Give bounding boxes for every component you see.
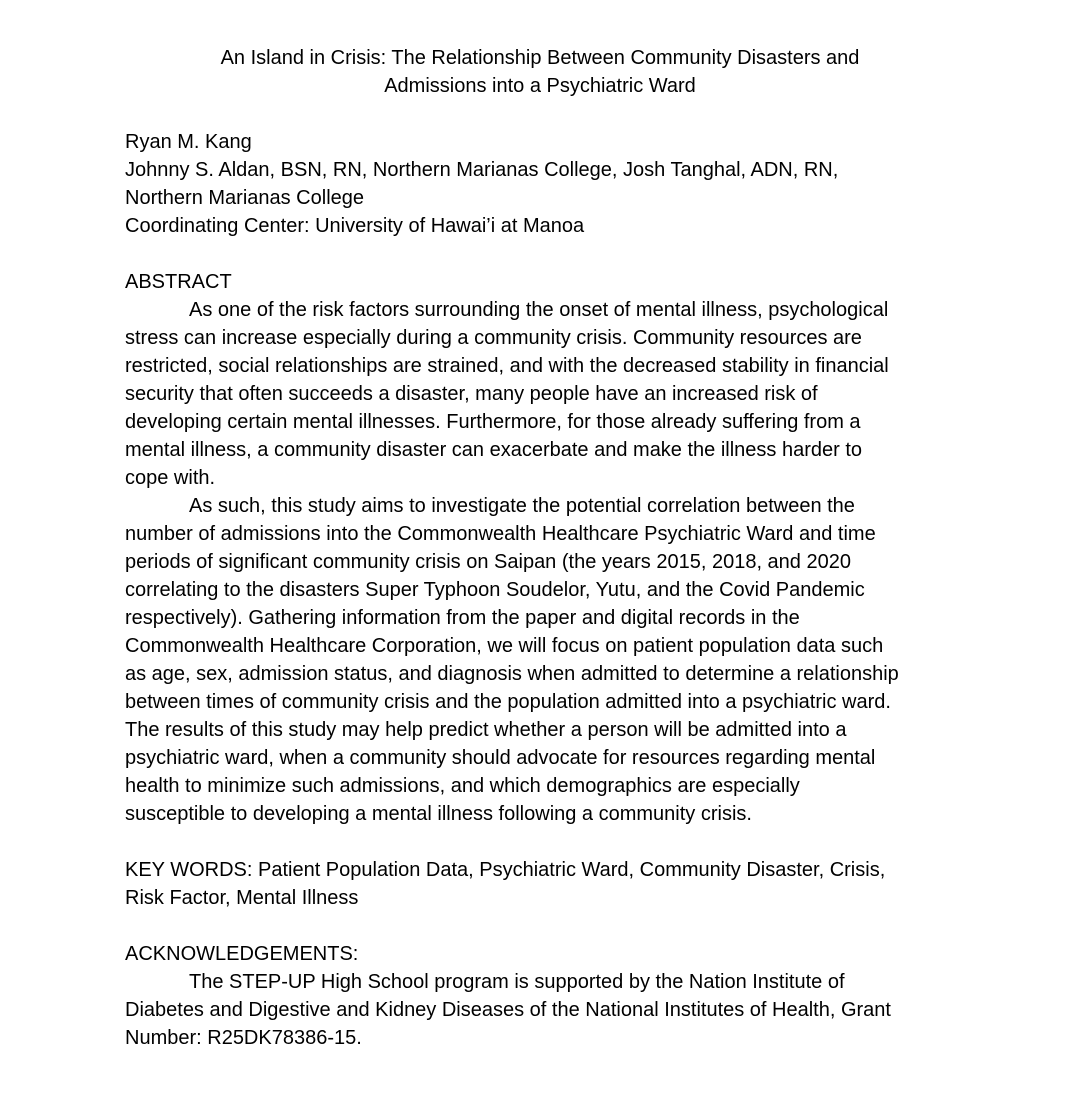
abstract-paragraph-1 (125, 296, 955, 492)
text-line: between times of community crisis and the population admitted into a psychiatric ward. (125, 691, 891, 713)
acknowledgements-paragraph (125, 968, 955, 1052)
text-line: as age, sex, admission status, and diagnosis when admitted to determine a relationship (125, 663, 899, 685)
text-line: restricted, social relationships are strained, and with the decreased stability in financial (125, 355, 889, 377)
lead-author: Ryan M. Kang (125, 131, 252, 153)
document-page (125, 44, 955, 1052)
text-line: stress can increase especially during a community crisis. Community resources are (125, 327, 862, 349)
text-line: As such, this study aims to investigate the potential correlation between the (189, 495, 855, 517)
coordinating-center: Coordinating Center: University of Hawai’i at Manoa (125, 215, 585, 237)
acknowledgements-heading: ACKNOWLEDGEMENTS: (125, 943, 359, 965)
abstract-heading: ABSTRACT (125, 271, 232, 293)
text-line: As one of the risk factors surrounding the onset of mental illness, psychological (189, 299, 889, 321)
coauthors-line-1: Johnny S. Aldan, BSN, RN, Northern Marianas College, Josh Tanghal, ADN, RN, (125, 159, 839, 181)
text-line: psychiatric ward, when a community should advocate for resources regarding mental (125, 747, 876, 769)
text-line: health to minimize such admissions, and which demographics are especially (125, 775, 800, 797)
text-line: periods of significant community crisis on Saipan (the years 2015, 2018, and 2020 (125, 551, 851, 573)
title-line-2: Admissions into a Psychiatric Ward (384, 75, 696, 97)
text-line: security that often succeeds a disaster, many people have an increased risk of (125, 383, 818, 405)
title-line-1: An Island in Crisis: The Relationship Between Community Disasters and (220, 47, 860, 69)
spacer (125, 912, 955, 940)
text-line: Commonwealth Healthcare Corporation, we will focus on patient population data such (125, 635, 884, 657)
author-block (125, 128, 955, 240)
text-line: The STEP-UP High School program is supported by the Nation Institute of (189, 971, 845, 993)
spacer (125, 240, 955, 268)
text-line: correlating to the disasters Super Typhoon Soudelor, Yutu, and the Covid Pandemic (125, 579, 865, 601)
abstract-paragraph-2 (125, 492, 955, 828)
text-line: developing certain mental illnesses. Furthermore, for those already suffering from a (125, 411, 861, 433)
text-line: susceptible to developing a mental illness following a community crisis. (125, 803, 752, 825)
coauthors-line-2: Northern Marianas College (125, 187, 365, 209)
keywords-line-2: Risk Factor, Mental Illness (125, 887, 359, 909)
keywords (125, 856, 955, 912)
text-line: The results of this study may help predict whether a person will be admitted into a (125, 719, 847, 741)
text-line: respectively). Gathering information from the paper and digital records in the (125, 607, 800, 629)
text-line: Number: R25DK78386-15. (125, 1027, 362, 1049)
paper-title (125, 44, 955, 100)
text-line: number of admissions into the Commonwealth Healthcare Psychiatric Ward and time (125, 523, 876, 545)
text-line: Diabetes and Digestive and Kidney Diseases of the National Institutes of Health, Grant (125, 999, 891, 1021)
keywords-line-1: KEY WORDS: Patient Population Data, Psychiatric Ward, Community Disaster, Crisis, (125, 859, 886, 881)
spacer (125, 828, 955, 856)
text-line: mental illness, a community disaster can exacerbate and make the illness harder to (125, 439, 863, 461)
text-line: cope with. (125, 467, 216, 489)
